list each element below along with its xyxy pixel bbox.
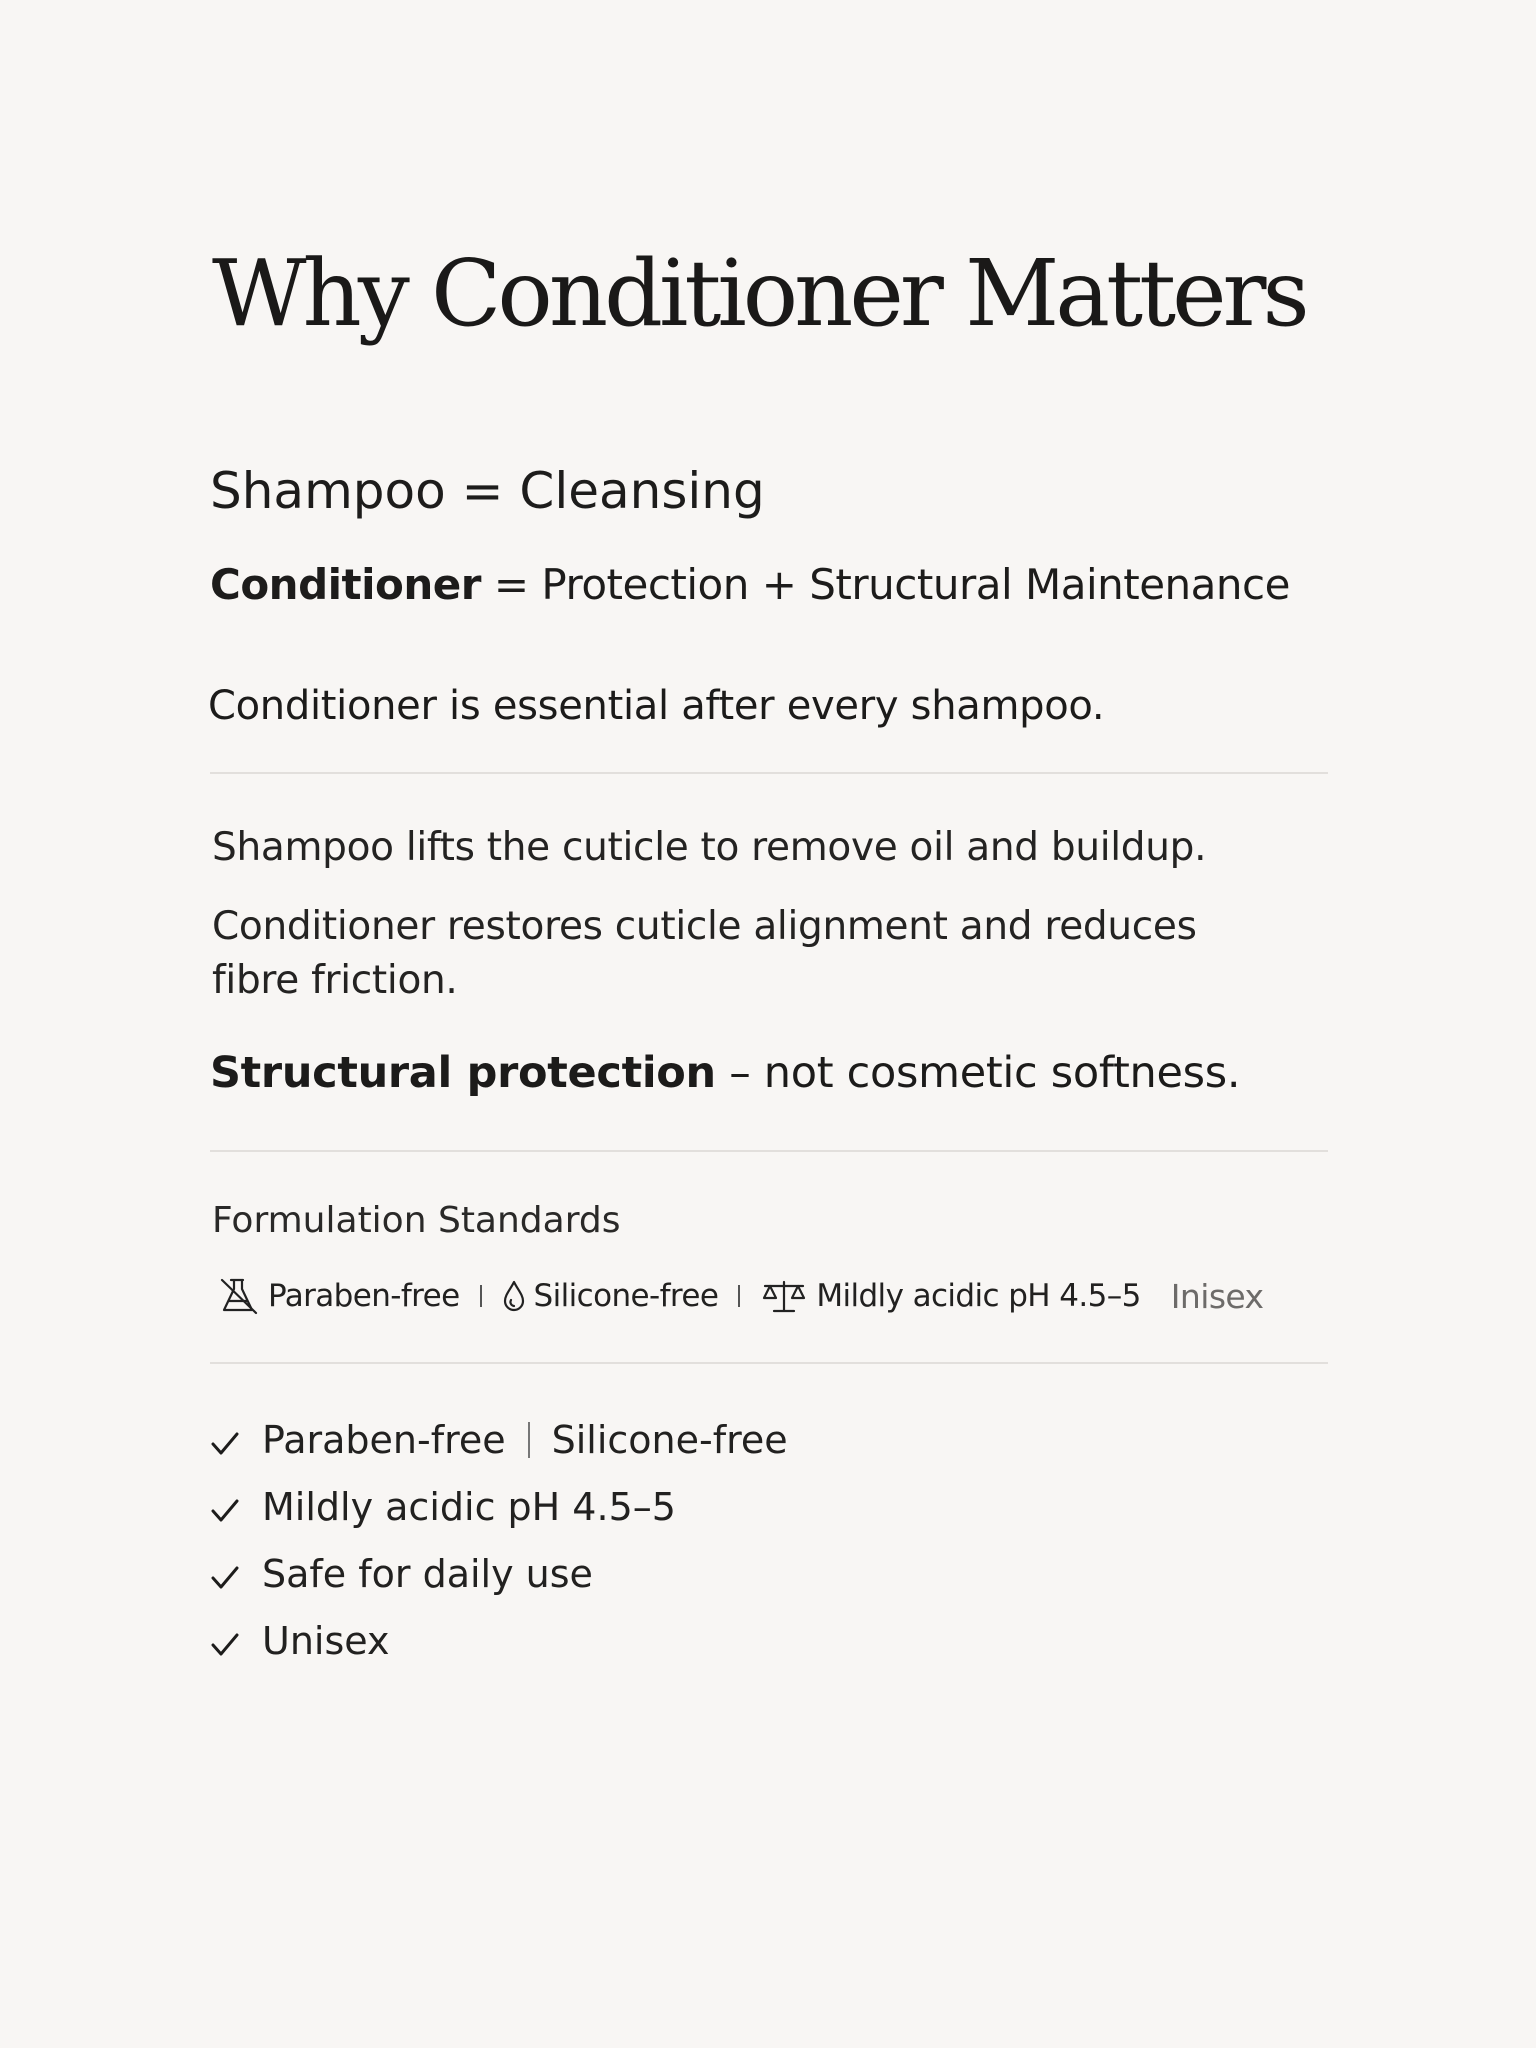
equals-sign: = — [493, 560, 529, 609]
check-icon — [210, 1565, 240, 1591]
emphasis-rest: – not cosmetic softness. — [715, 1048, 1241, 1098]
page-title: Why Conditioner Matters — [212, 240, 1306, 347]
list-item-label: Silicone-free — [551, 1417, 788, 1462]
paraben-free-icon — [218, 1276, 260, 1316]
badge-unisex-partial: Inisex — [1170, 1276, 1264, 1316]
divider — [210, 1362, 1328, 1364]
conditioner-definition: Protection + Structural Maintenance — [541, 560, 1290, 609]
conditioner-equation — [210, 560, 1290, 609]
list-item — [210, 1607, 788, 1674]
list-item-label: Paraben-free — [262, 1417, 506, 1462]
check-icon — [210, 1431, 240, 1457]
feature-checklist — [210, 1406, 788, 1674]
page — [210, 0, 1330, 2048]
shampoo-explanation: Shampoo lifts the cuticle to remove oil and buildup. — [212, 825, 1207, 870]
separator — [480, 1285, 482, 1307]
badge-label: Silicone-free — [533, 1278, 719, 1314]
emphasis-statement — [210, 1048, 1240, 1098]
list-item — [210, 1540, 788, 1607]
check-icon — [210, 1632, 240, 1658]
badge-label: Paraben-free — [268, 1278, 460, 1314]
list-item-label: Safe for daily use — [262, 1551, 593, 1596]
balance-scale-icon — [760, 1278, 808, 1314]
conditioner-explanation: Conditioner restores cuticle alignment and reduces fibre friction. — [212, 904, 1197, 1003]
list-item-label: Unisex — [262, 1618, 390, 1663]
list-item — [210, 1473, 788, 1540]
list-item — [210, 1406, 788, 1473]
conditioner-term: Conditioner — [210, 560, 481, 609]
standards-heading: Formulation Standards — [212, 1200, 621, 1241]
standards-badges — [218, 1276, 1263, 1316]
separator — [738, 1285, 740, 1307]
check-icon — [210, 1498, 240, 1524]
badge-label: Mildly acidic pH 4.5–5 — [816, 1278, 1141, 1314]
divider — [210, 772, 1328, 774]
divider — [210, 1150, 1328, 1152]
badge-silicone-free — [502, 1278, 719, 1314]
separator — [528, 1422, 530, 1458]
equals-sign: = — [461, 462, 504, 520]
shampoo-term: Shampoo — [210, 462, 446, 520]
badge-paraben-free — [218, 1276, 460, 1316]
shampoo-equation — [210, 462, 765, 520]
droplet-icon — [502, 1279, 526, 1313]
badge-ph — [760, 1278, 1140, 1314]
list-item-label: Mildly acidic pH 4.5–5 — [262, 1484, 676, 1529]
emphasis-bold: Structural protection — [210, 1048, 716, 1098]
lead-statement: Conditioner is essential after every shampoo. — [208, 683, 1105, 729]
shampoo-definition: Cleansing — [519, 462, 765, 520]
